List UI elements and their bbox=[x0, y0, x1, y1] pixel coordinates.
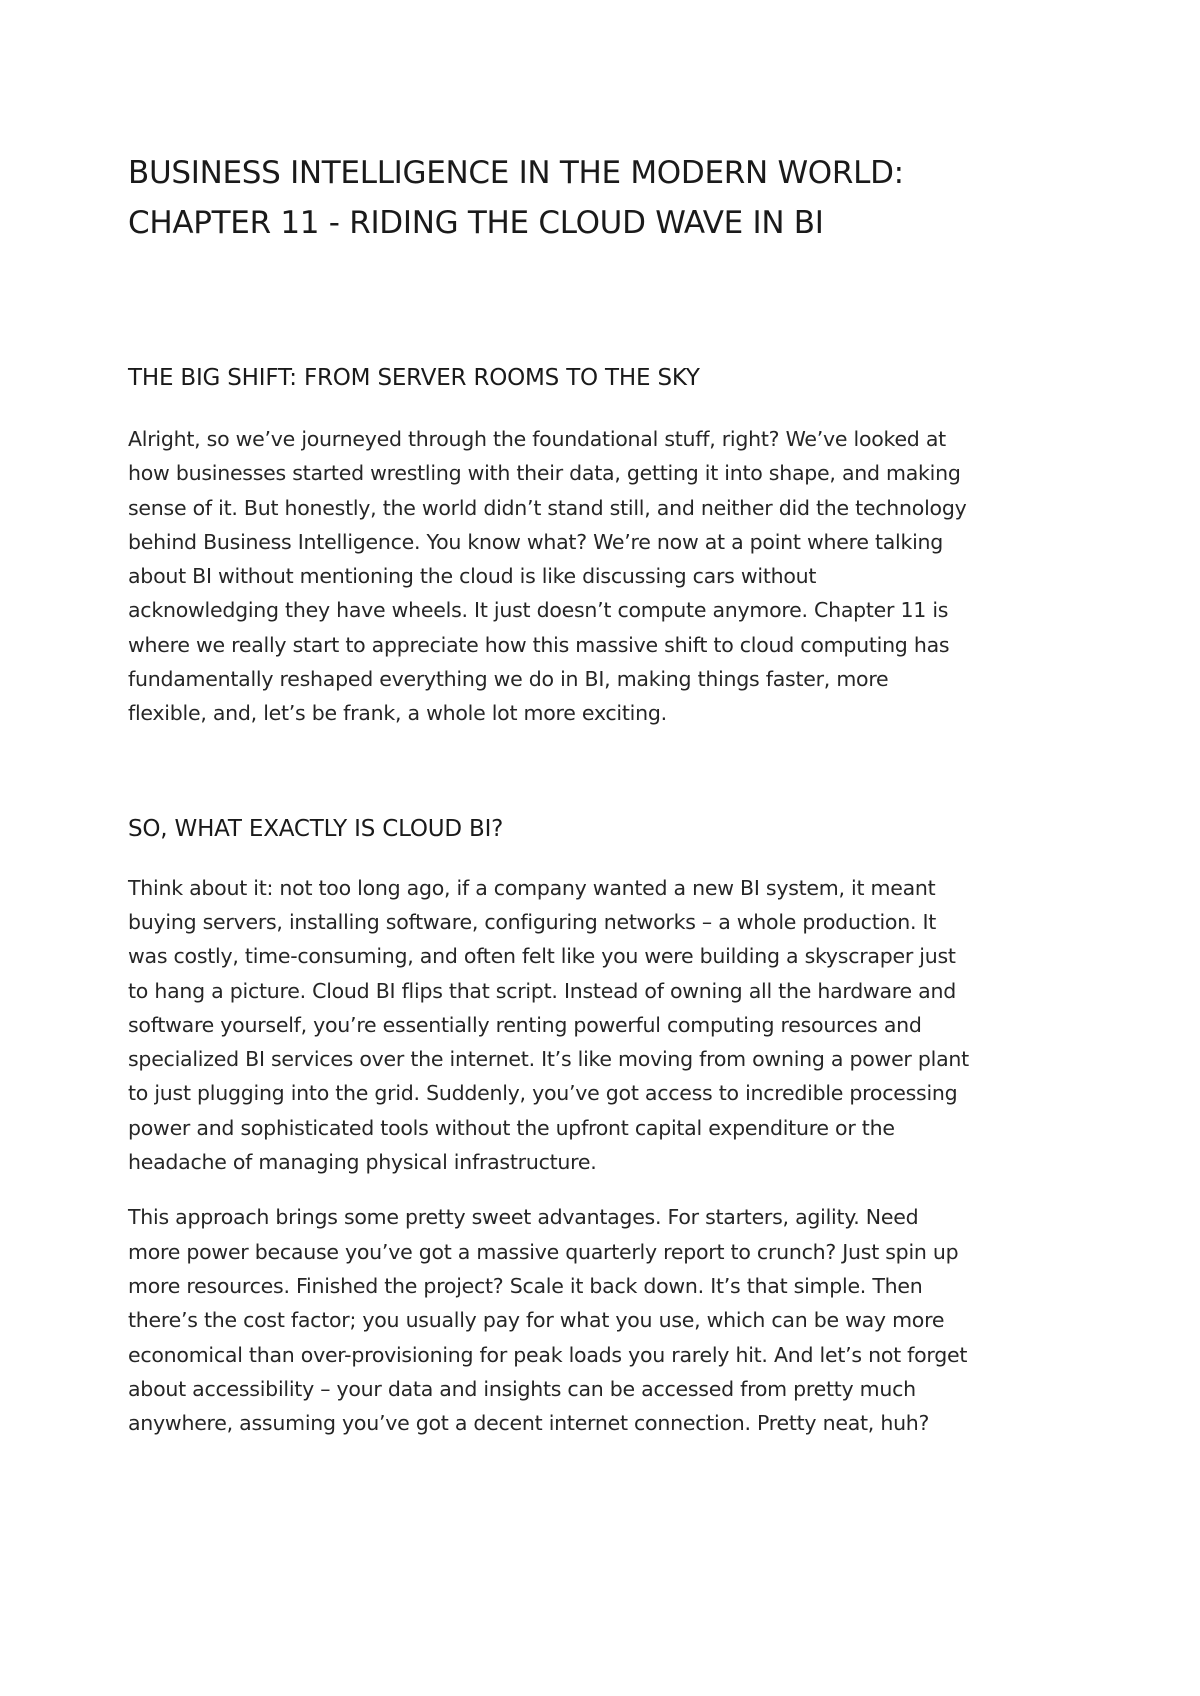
text-line: where we really start to appreciate how this massive shift to cloud computing has bbox=[128, 632, 950, 657]
document-title bbox=[128, 148, 1088, 248]
text-line: there’s the cost factor; you usually pay for what you use, which can be way more bbox=[128, 1308, 945, 1333]
section-what-is-cloud-bi bbox=[128, 813, 1088, 1441]
text-line: acknowledging they have wheels. It just doesn’t compute anymore. Chapter 11 is bbox=[128, 598, 949, 623]
text-line: more resources. Finished the project? Scale it back down. It’s that simple. Then bbox=[128, 1273, 923, 1298]
title-line: BUSINESS INTELLIGENCE IN THE MODERN WORLD: bbox=[128, 155, 904, 191]
text-line: power and sophisticated tools without the upfront capital expenditure or the bbox=[128, 1115, 895, 1140]
text-line: sense of it. But honestly, the world didn’t stand still, and neither did the technology bbox=[128, 495, 967, 520]
text-line: more power because you’ve got a massive quarterly report to crunch? Just spin up bbox=[128, 1239, 959, 1264]
text-line: specialized BI services over the internet. It’s like moving from owning a power plant bbox=[128, 1047, 969, 1072]
title-line: CHAPTER 11 - RIDING THE CLOUD WAVE IN BI bbox=[128, 205, 824, 241]
text-line: software yourself, you’re essentially renting powerful computing resources and bbox=[128, 1012, 922, 1037]
text-line: was costly, time-consuming, and often felt like you were building a skyscraper just bbox=[128, 944, 956, 969]
text-line: This approach brings some pretty sweet advantages. For starters, agility. Need bbox=[128, 1205, 919, 1230]
text-line: Alright, so we’ve journeyed through the foundational stuff, right? We’ve looked at bbox=[128, 427, 946, 451]
text-line: how businesses started wrestling with their data, getting it into shape, and making bbox=[128, 461, 961, 486]
text-line: about BI without mentioning the cloud is like discussing cars without bbox=[128, 564, 817, 589]
text-line: to hang a picture. Cloud BI flips that script. Instead of owning all the hardware and bbox=[128, 978, 956, 1003]
text-line: headache of managing physical infrastructure. bbox=[128, 1150, 597, 1175]
text-line: about accessibility – your data and insights can be accessed from pretty much bbox=[128, 1376, 916, 1401]
text-line: to just plugging into the grid. Suddenly, you’ve got access to incredible processing bbox=[128, 1081, 958, 1106]
text-line: buying servers, installing software, configuring networks – a whole production. It bbox=[128, 909, 937, 934]
text-line: anywhere, assuming you’ve got a decent internet connection. Pretty neat, huh? bbox=[128, 1411, 930, 1436]
text-line: behind Business Intelligence. You know what? We’re now at a point where talking bbox=[128, 529, 944, 554]
paragraph bbox=[128, 871, 1088, 1180]
section-heading: THE BIG SHIFT: FROM SERVER ROOMS TO THE SKY bbox=[128, 365, 700, 391]
section-heading: SO, WHAT EXACTLY IS CLOUD BI? bbox=[128, 815, 504, 842]
paragraph bbox=[128, 422, 1088, 731]
text-line: fundamentally reshaped everything we do in BI, making things faster, more bbox=[128, 667, 889, 692]
text-line: economical than over-provisioning for peak loads you rarely hit. And let’s not forget bbox=[128, 1342, 968, 1367]
text-line: flexible, and, let’s be frank, a whole lot more exciting. bbox=[128, 701, 667, 726]
document-content bbox=[128, 148, 1088, 1440]
text-line: Think about it: not too long ago, if a company wanted a new BI system, it meant bbox=[128, 875, 936, 900]
section-big-shift bbox=[128, 362, 1088, 731]
paragraph bbox=[128, 1200, 1088, 1440]
